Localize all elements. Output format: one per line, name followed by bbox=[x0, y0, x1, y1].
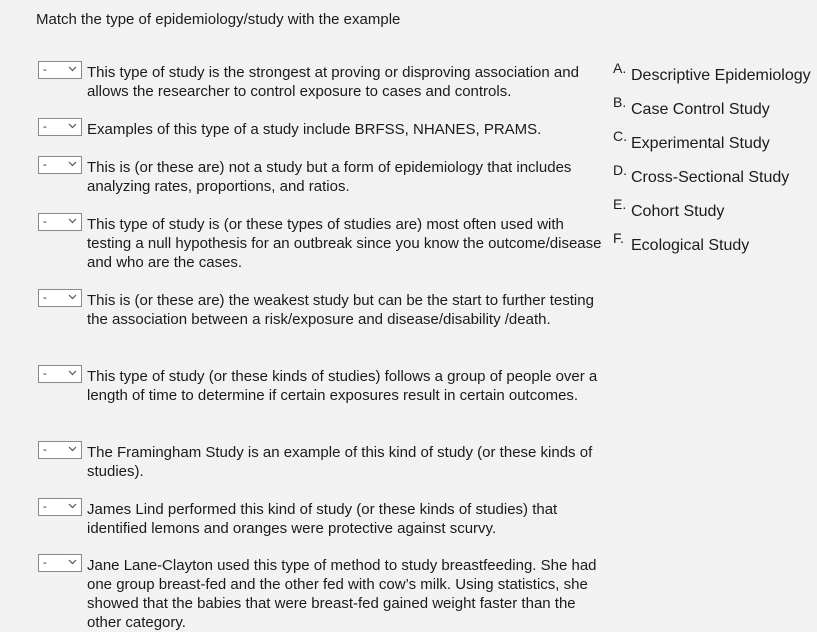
select-value: - bbox=[43, 368, 47, 380]
answer-select[interactable] bbox=[38, 213, 82, 231]
question-text: This is (or these are) the weakest study but can be the start to further testing the association between a risk/exposure and disease/disability /death. bbox=[87, 292, 594, 328]
select-value: - bbox=[43, 159, 47, 171]
select-value: - bbox=[43, 121, 47, 133]
chevron-down-icon bbox=[68, 161, 77, 167]
question-text: Jane Lane-Clayton used this type of method to study breastfeeding. She had one group breast-fed and the other fed with cow’s milk. Using statistics, she showed that the babies that were breast-fed gained weight faster than the other category. bbox=[87, 557, 597, 631]
page-title: Match the type of epidemiology/study with the example bbox=[36, 11, 401, 28]
chevron-down-icon bbox=[68, 559, 77, 565]
question-text: This is (or these are) not a study but a form of epidemiology that includes analyzing rates, proportions, and ratios. bbox=[87, 159, 572, 195]
answer-select[interactable] bbox=[38, 156, 82, 174]
answer-letter: C. bbox=[613, 128, 627, 144]
select-value: - bbox=[43, 557, 47, 569]
select-value: - bbox=[43, 444, 47, 456]
question-text: Examples of this type of a study include BRFSS, NHANES, PRAMS. bbox=[87, 121, 542, 138]
answer-label: Cohort Study bbox=[631, 203, 725, 220]
answer-letter: E. bbox=[613, 196, 627, 212]
select-value: - bbox=[43, 292, 47, 304]
select-value: - bbox=[43, 216, 47, 228]
question-text: This type of study (or these kinds of studies) follows a group of people over a length of time to determine if certain exposures result in certain outcomes. bbox=[87, 368, 598, 404]
answer-label: Cross-Sectional Study bbox=[631, 169, 790, 186]
chevron-down-icon bbox=[68, 66, 77, 72]
answer-select[interactable] bbox=[38, 554, 82, 572]
answer-label: Descriptive Epidemiology bbox=[631, 67, 811, 84]
question-text: The Framingham Study is an example of this kind of study (or these kinds of studies). bbox=[87, 444, 593, 480]
answer-letter: F. bbox=[613, 230, 624, 246]
answer-select[interactable] bbox=[38, 118, 82, 136]
answer-select[interactable] bbox=[38, 365, 82, 383]
chevron-down-icon bbox=[68, 446, 77, 452]
answer-label: Experimental Study bbox=[631, 135, 770, 152]
answer-select[interactable] bbox=[38, 441, 82, 459]
question-text: This type of study is (or these types of studies are) most often used with testing a null hypothesis for an outbreak since you know the outcome/disease and who are the cases. bbox=[87, 216, 602, 271]
chevron-down-icon bbox=[68, 503, 77, 509]
answer-select[interactable] bbox=[38, 289, 82, 307]
chevron-down-icon bbox=[68, 218, 77, 224]
question-text: James Lind performed this kind of study (or these kinds of studies) that identified lemons and oranges were protective against scurvy. bbox=[87, 501, 558, 537]
select-value: - bbox=[43, 501, 47, 513]
answer-letter: B. bbox=[613, 94, 627, 110]
select-value: - bbox=[43, 64, 47, 76]
question-text: This type of study is the strongest at proving or disproving association and allows the researcher to control exposure to cases and controls. bbox=[87, 64, 579, 100]
chevron-down-icon bbox=[68, 294, 77, 300]
chevron-down-icon bbox=[68, 123, 77, 129]
answer-label: Ecological Study bbox=[631, 237, 750, 254]
answer-letter: A. bbox=[613, 60, 627, 76]
answer-select[interactable] bbox=[38, 498, 82, 516]
chevron-down-icon bbox=[68, 370, 77, 376]
answer-label: Case Control Study bbox=[631, 101, 770, 118]
answer-letter: D. bbox=[613, 162, 627, 178]
answer-select[interactable] bbox=[38, 61, 82, 79]
